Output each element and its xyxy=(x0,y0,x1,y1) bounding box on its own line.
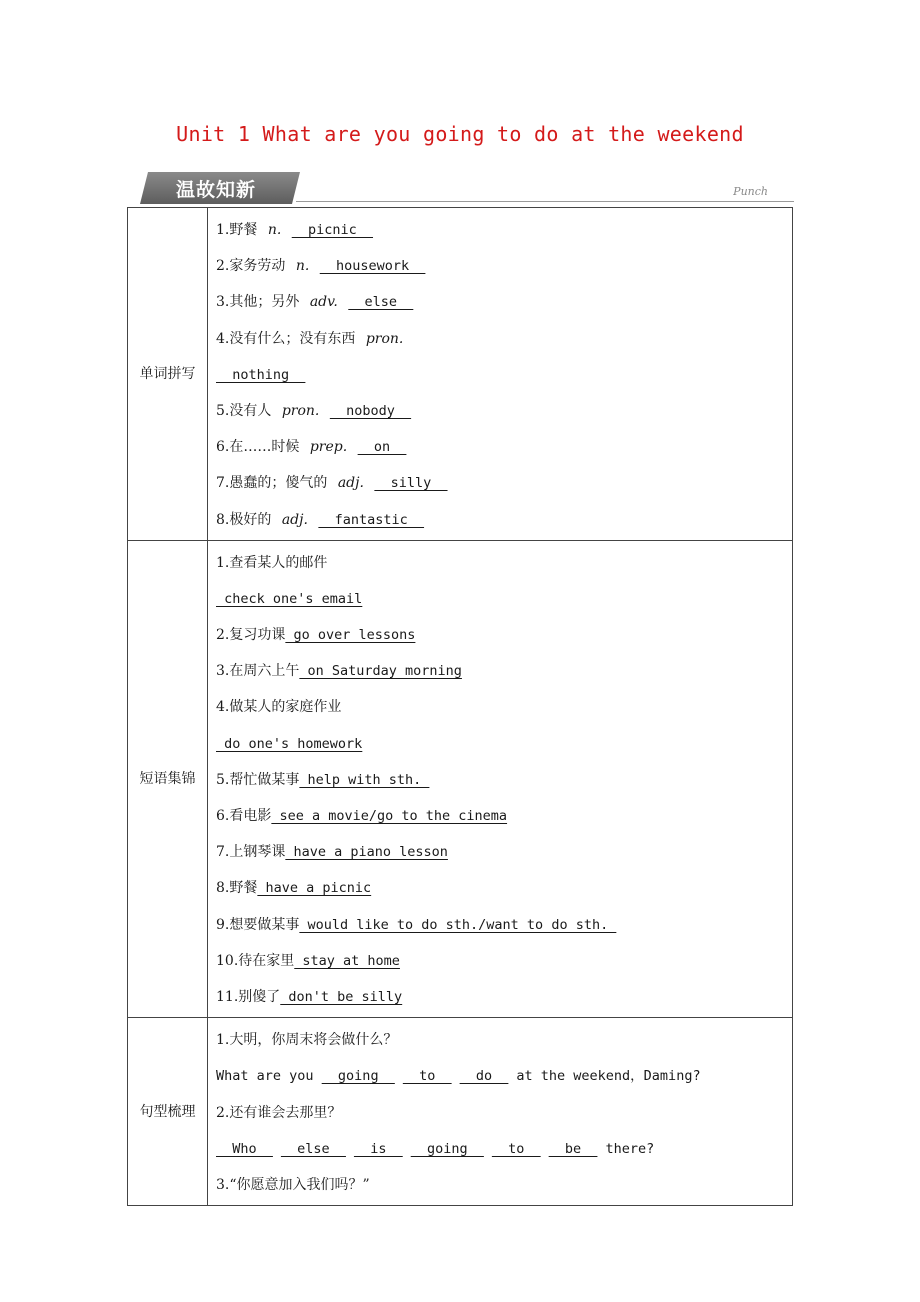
answer-blank: on Saturday morning xyxy=(299,663,462,680)
list-item: 3.其他；另外 adv. else xyxy=(216,294,414,311)
list-item: 4.没有什么；没有东西 pron. xyxy=(216,330,404,347)
list-item: 6.在……时候 prep. on xyxy=(216,439,407,456)
banner-label: 温故知新 xyxy=(176,179,257,201)
vocab-category: 单词拼写 xyxy=(128,208,208,541)
sentence-prompt: 2.还有谁会去那里？ xyxy=(216,1104,342,1121)
sentence-prompt: 1.大明，你周末将会做什么？ xyxy=(216,1032,398,1049)
sentence-answer: Who else is going to be there? xyxy=(216,1140,655,1157)
list-item-continuation xyxy=(216,581,784,617)
list-item: 3.在周六上午 on Saturday morning xyxy=(216,663,462,680)
answer-blank: have a piano lesson xyxy=(285,844,448,861)
list-item-continuation xyxy=(216,726,784,762)
list-item: 7.愚蠢的；傻气的 adj. silly xyxy=(216,475,448,492)
punch-mark: Punch xyxy=(733,185,768,198)
answer-blank: on xyxy=(357,439,407,456)
list-item: 2.家务劳动 n. housework xyxy=(216,258,426,275)
answer-blank: stay at home xyxy=(294,952,400,969)
phrases-content xyxy=(208,540,793,1017)
answer-blank: help with sth. xyxy=(299,771,430,788)
vocab-row xyxy=(128,208,793,541)
answer-blank: else xyxy=(280,1140,346,1157)
vocab-content xyxy=(208,208,793,541)
list-item: 5.帮忙做某事 help with sth. xyxy=(216,771,430,788)
phrases-category: 短语集锦 xyxy=(128,540,208,1017)
answer-blank: housework xyxy=(319,258,426,275)
answer-blank: have a picnic xyxy=(257,880,372,897)
sentences-row xyxy=(128,1018,793,1206)
sentences-category: 句型梳理 xyxy=(128,1018,208,1206)
list-item: 6.看电影 see a movie/go to the cinema xyxy=(216,808,508,824)
answer-blank: nothing xyxy=(216,366,306,383)
section-banner xyxy=(136,170,796,210)
list-item: 10.待在家里 stay at home xyxy=(216,952,400,969)
answer-blank: go over lessons xyxy=(285,627,416,644)
answer-blank: picnic xyxy=(291,222,374,238)
list-item: 4.做某人的家庭作业 xyxy=(216,699,342,716)
sentences-content xyxy=(208,1018,793,1206)
list-item: 7.上钢琴课 have a piano lesson xyxy=(216,844,448,861)
list-item: 11.别傻了 don't be silly xyxy=(216,988,403,1005)
review-table xyxy=(127,207,793,1206)
answer-blank: going xyxy=(321,1068,395,1085)
sentence-prompt: 3.“你愿意加入我们吗？” xyxy=(216,1176,370,1193)
answer-blank: to xyxy=(402,1068,452,1085)
list-item: 9.想要做某事 would like to do sth./want to do sth. xyxy=(216,916,617,933)
list-item: 1.野餐 n. picnic xyxy=(216,222,374,238)
answer-blank: going xyxy=(410,1140,484,1157)
answer-blank: else xyxy=(348,294,414,311)
list-item: 8.野餐 have a picnic xyxy=(216,880,372,897)
answer-blank: do xyxy=(459,1068,509,1085)
answer-blank: do one's homework xyxy=(216,735,363,752)
answer-blank: nobody xyxy=(329,402,412,419)
list-item: 2.复习功课 go over lessons xyxy=(216,627,416,644)
answer-blank: silly xyxy=(374,475,448,492)
answer-blank: Who xyxy=(216,1140,273,1157)
phrases-row xyxy=(128,540,793,1017)
answer-blank: is xyxy=(353,1140,403,1157)
list-item: 1.查看某人的邮件 xyxy=(216,554,328,571)
list-item: 8.极好的 adj. fantastic xyxy=(216,511,425,528)
answer-blank: fantastic xyxy=(318,511,425,528)
banner-divider xyxy=(296,201,794,202)
answer-blank: be xyxy=(548,1140,598,1157)
sentence-answer: What are you going to do at the weekend，Daming? xyxy=(216,1068,701,1085)
page-title: Unit 1 What are you going to do at the weekend xyxy=(176,122,744,146)
answer-blank: don't be silly xyxy=(280,988,403,1005)
answer-blank: check one's email xyxy=(216,590,363,607)
answer-blank: to xyxy=(491,1140,541,1157)
answer-blank: would like to do sth./want to do sth. xyxy=(299,916,617,933)
answer-blank: see a movie/go to the cinema xyxy=(271,808,508,824)
list-item: 5.没有人 pron. nobody xyxy=(216,402,412,419)
list-item-continuation xyxy=(216,357,784,393)
